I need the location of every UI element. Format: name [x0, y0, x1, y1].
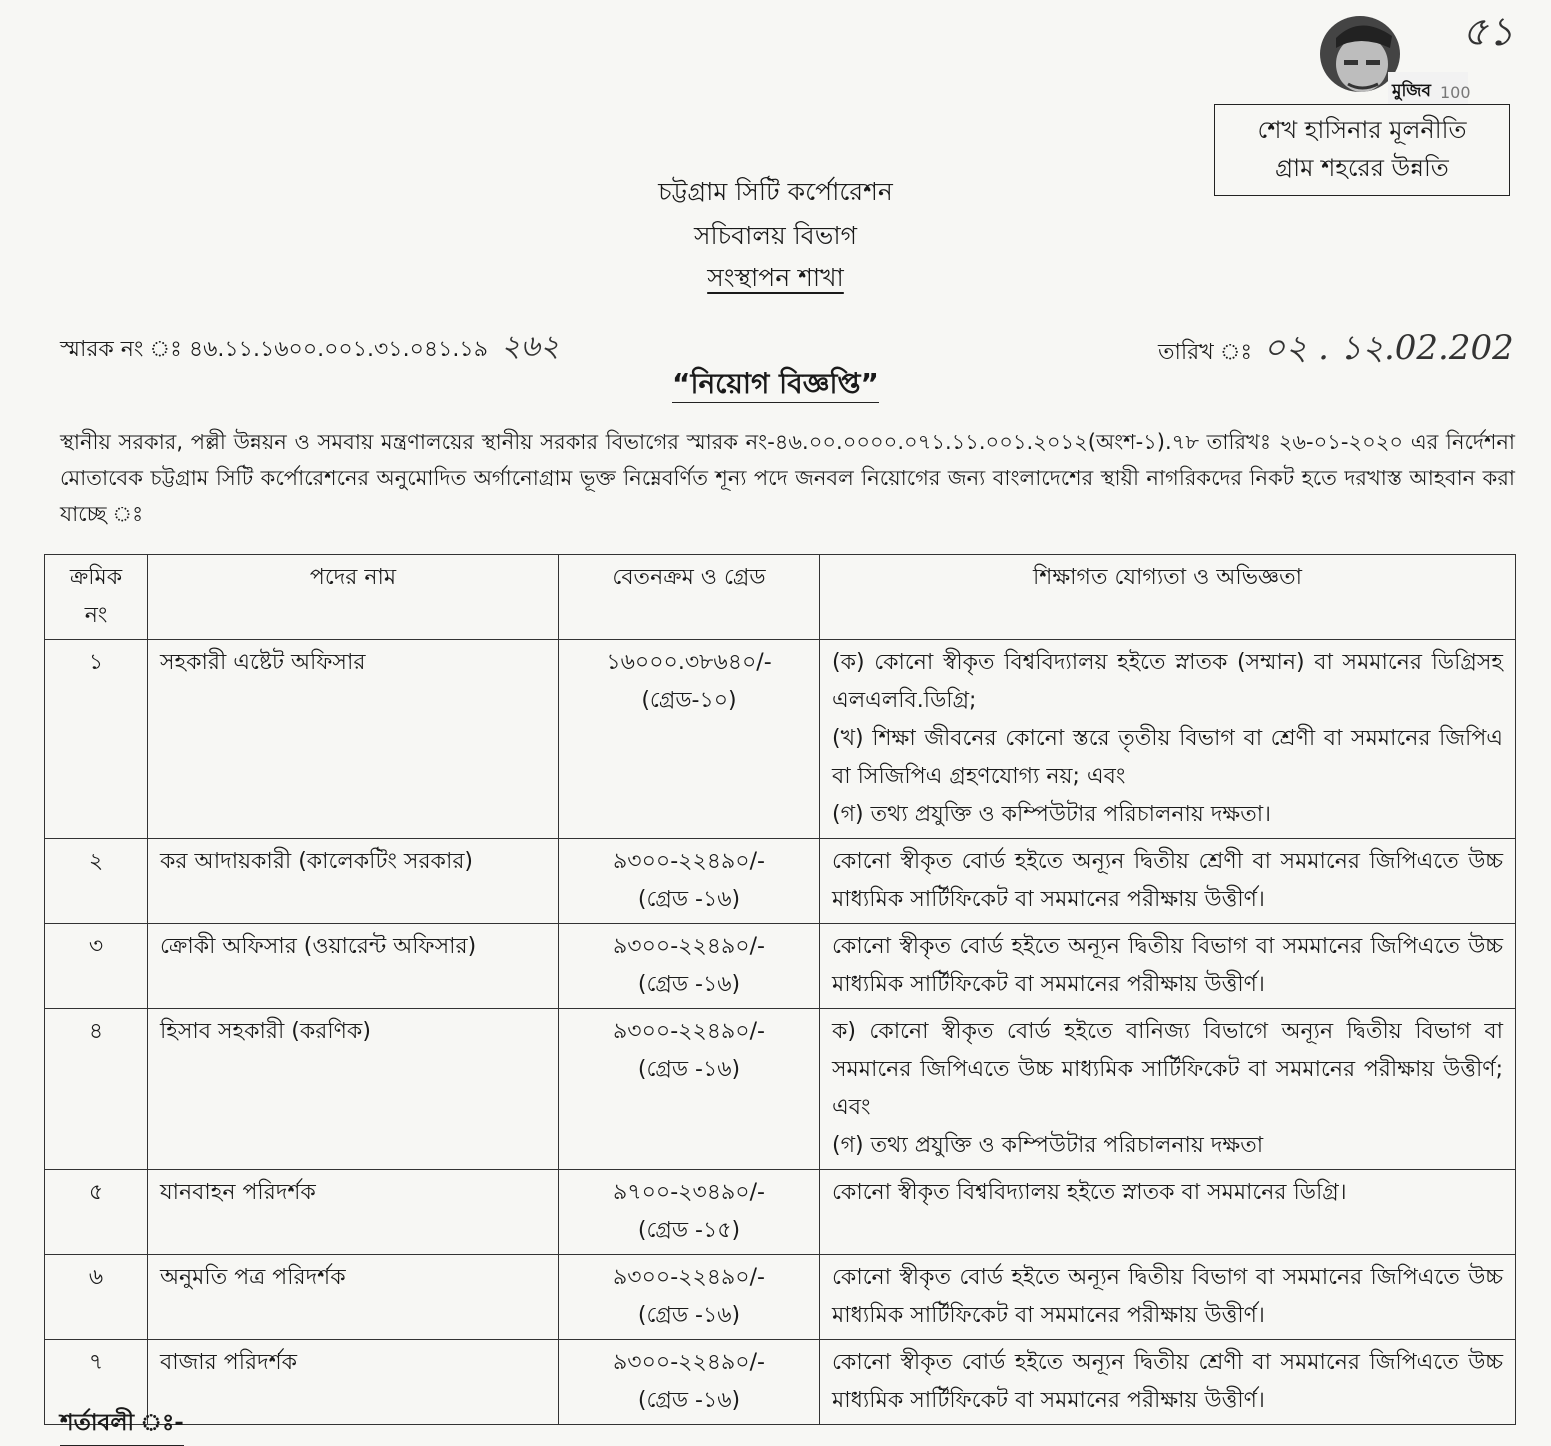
emblem-logo-text: মুজিব [1392, 81, 1431, 101]
row-qualification [820, 839, 1516, 924]
table-row [45, 1255, 1516, 1340]
pay-range: ১৬০০০.৩৮৬৪০/- [606, 650, 772, 675]
pay-grade: (গ্রেড -১৫) [637, 1218, 741, 1243]
qualification-item: ক) কোনো স্বীকৃত বোর্ড হইতে বানিজ্য বিভাগে অন্যূন দ্বিতীয় বিভাগ বা সমমানের জিপিএতে উচ্চ মাধ্যমিক সার্টিফিকেট বা সমমানের পরীক্ষায় উত্তীর্ণ; এবং [832, 1019, 1503, 1120]
header-qualification: শিক্ষাগত যোগ্যতা ও অভিজ্ঞতা [820, 555, 1516, 640]
header-pay-scale: বেতনক্রম ও গ্রেড [559, 555, 820, 640]
terms-heading: শর্তাবলী ঃ- [60, 1404, 184, 1446]
qualification-item: (গ) তথ্য প্রযুক্তি ও কম্পিউটার পরিচালনায় দক্ষতা। [832, 802, 1271, 827]
emblem-logo-year: 100 [1440, 83, 1471, 102]
qualification-item: (গ) তথ্য প্রযুক্তি ও কম্পিউটার পরিচালনায় দক্ষতা [832, 1133, 1264, 1158]
qualification-item: কোনো স্বীকৃত বোর্ড হইতে অন্যূন দ্বিতীয় শ্রেণী বা সমমানের জিপিএতে উচ্চ মাধ্যমিক সার্টিফিকেট বা সমমানের পরীক্ষায় উত্তীর্ণ। [832, 849, 1503, 912]
header-serial: ক্রমিক নং [45, 555, 148, 640]
row-pay-scale [559, 1255, 820, 1340]
qualification-item: কোনো স্বীকৃত বিশ্ববিদ্যালয় হইতে স্নাতক বা সমমানের ডিগ্রি। [832, 1180, 1347, 1205]
row-qualification [820, 1255, 1516, 1340]
row-pay-scale [559, 839, 820, 924]
row-post-name: বাজার পরিদর্শক [148, 1340, 559, 1425]
pay-range: ৯৩০০-২২৪৯০/- [613, 1265, 765, 1290]
pay-range: ৯৩০০-২২৪৯০/- [613, 1019, 765, 1044]
table-row [45, 1170, 1516, 1255]
row-qualification [820, 640, 1516, 839]
department-name: সচিবালয় বিভাগ [694, 221, 857, 250]
table-row [45, 640, 1516, 839]
row-serial: ১ [45, 640, 148, 839]
pay-range: ৯৩০০-২২৪৯০/- [613, 849, 765, 874]
vacancy-table [44, 554, 1516, 1425]
pay-grade: (গ্রেড -১৬) [637, 1057, 741, 1082]
pay-grade: (গ্রেড -১৬) [637, 1303, 741, 1328]
notice-title: “নিয়োগ বিজ্ঞপ্তি” [0, 362, 1551, 409]
handwritten-memo-no: ২৬২ [500, 329, 560, 364]
pay-range: ৯৭০০-২৩৪৯০/- [613, 1180, 765, 1205]
pay-grade: (গ্রেড -১৬) [637, 887, 741, 912]
pay-grade: (গ্রেড -১৬) [637, 1388, 741, 1413]
table-row [45, 1009, 1516, 1170]
row-post-name: অনুমতি পত্র পরিদর্শক [148, 1255, 559, 1340]
portrait-emblem-icon [1300, 8, 1480, 108]
table-row [45, 1340, 1516, 1425]
row-serial: ৩ [45, 924, 148, 1009]
row-serial: ৬ [45, 1255, 148, 1340]
branch-name: সংস্থাপন শাখা [707, 263, 844, 292]
qualification-item: কোনো স্বীকৃত বোর্ড হইতে অন্যূন দ্বিতীয় বিভাগ বা সমমানের জিপিএতে উচ্চ মাধ্যমিক সার্টিফিকেট বা সমমানের পরীক্ষায় উত্তীর্ণ। [832, 934, 1503, 997]
row-qualification [820, 1340, 1516, 1425]
row-serial: ২ [45, 839, 148, 924]
motto-line-2: গ্রাম শহরের উন্নতি [1275, 154, 1449, 182]
pay-grade: (গ্রেড -১৬) [637, 972, 741, 997]
row-pay-scale [559, 1009, 820, 1170]
row-post-name: যানবাহন পরিদর্শক [148, 1170, 559, 1255]
row-pay-scale [559, 924, 820, 1009]
handwritten-date: ০২ . ১২.02.202 [1263, 328, 1514, 368]
handwritten-corner-mark: ৫১ [1462, 9, 1514, 55]
row-post-name: কর আদায়কারী (কালেকটিং সরকার) [148, 839, 559, 924]
row-serial: ৭ [45, 1340, 148, 1425]
row-pay-scale [559, 1170, 820, 1255]
row-qualification [820, 1170, 1516, 1255]
pay-range: ৯৩০০-২২৪৯০/- [613, 1350, 765, 1375]
table-row [45, 839, 1516, 924]
row-post-name: ক্রোকী অফিসার (ওয়ারেন্ট অফিসার) [148, 924, 559, 1009]
header-post-name: পদের নাম [148, 555, 559, 640]
table-header-row [45, 555, 1516, 640]
intro-paragraph: স্থানীয় সরকার, পল্লী উন্নয়ন ও সমবায় মন্ত্রণালয়ের স্থানীয় সরকার বিভাগের স্মারক নং-৪৬.০০.০০০০.০৭১.১১.০০১.২০১২(অংশ-১).৭৮ তারিখঃ ২৬-০১-২০২০ এর নির্দেশনা মোতাবেক চট্টগ্রাম সিটি কর্পোরেশনের অনুমোদিত অর্গানোগ্রাম ভূক্ত নিম্নেবর্ণিত শূন্য পদে জনবল নিয়োগের জন্য বাংলাদেশের স্থায়ী নাগরিকদের নিকট হতে দরখাস্ত আহবান করা যাচ্ছে ঃ [60, 430, 1515, 526]
row-pay-scale [559, 640, 820, 839]
qualification-item: (ক) কোনো স্বীকৃত বিশ্ববিদ্যালয় হইতে স্নাতক (সম্মান) বা সমমানের ডিগ্রিসহ এলএলবি.ডিগ্রি; [832, 650, 1503, 713]
row-serial: ৪ [45, 1009, 148, 1170]
row-qualification [820, 924, 1516, 1009]
row-pay-scale [559, 1340, 820, 1425]
pay-range: ৯৩০০-২২৪৯০/- [613, 934, 765, 959]
memo-label: স্মারক নং ঃ ৪৬.১১.১৬০০.০০১.৩১.০৪১.১৯ [60, 337, 488, 362]
pay-grade: (গ্রেড-১০) [641, 688, 737, 713]
table-row [45, 924, 1516, 1009]
qualification-item: (খ) শিক্ষা জীবনের কোনো স্তরে তৃতীয় বিভাগ বা শ্রেণী বা সমমানের জিপিএ বা সিজিপিএ গ্রহণযোগ্য নয়; এবং [832, 726, 1503, 789]
row-serial: ৫ [45, 1170, 148, 1255]
row-post-name: হিসাব সহকারী (করণিক) [148, 1009, 559, 1170]
date-label: তারিখ ঃ [1158, 340, 1253, 365]
motto-line-1: শেখ হাসিনার মূলনীতি [1257, 116, 1467, 144]
qualification-item: কোনো স্বীকৃত বোর্ড হইতে অন্যূন দ্বিতীয় বিভাগ বা সমমানের জিপিএতে উচ্চ মাধ্যমিক সার্টিফিকেট বা সমমানের পরীক্ষায় উত্তীর্ণ। [832, 1265, 1503, 1328]
row-post-name: সহকারী এষ্টেট অফিসার [148, 640, 559, 839]
row-qualification [820, 1009, 1516, 1170]
organization-name: চট্টগ্রাম সিটি কর্পোরেশন [658, 177, 893, 206]
qualification-item: কোনো স্বীকৃত বোর্ড হইতে অন্যূন দ্বিতীয় শ্রেণী বা সমমানের জিপিএতে উচ্চ মাধ্যমিক সার্টিফিকেট বা সমমানের পরীক্ষায় উত্তীর্ণ। [832, 1350, 1503, 1413]
